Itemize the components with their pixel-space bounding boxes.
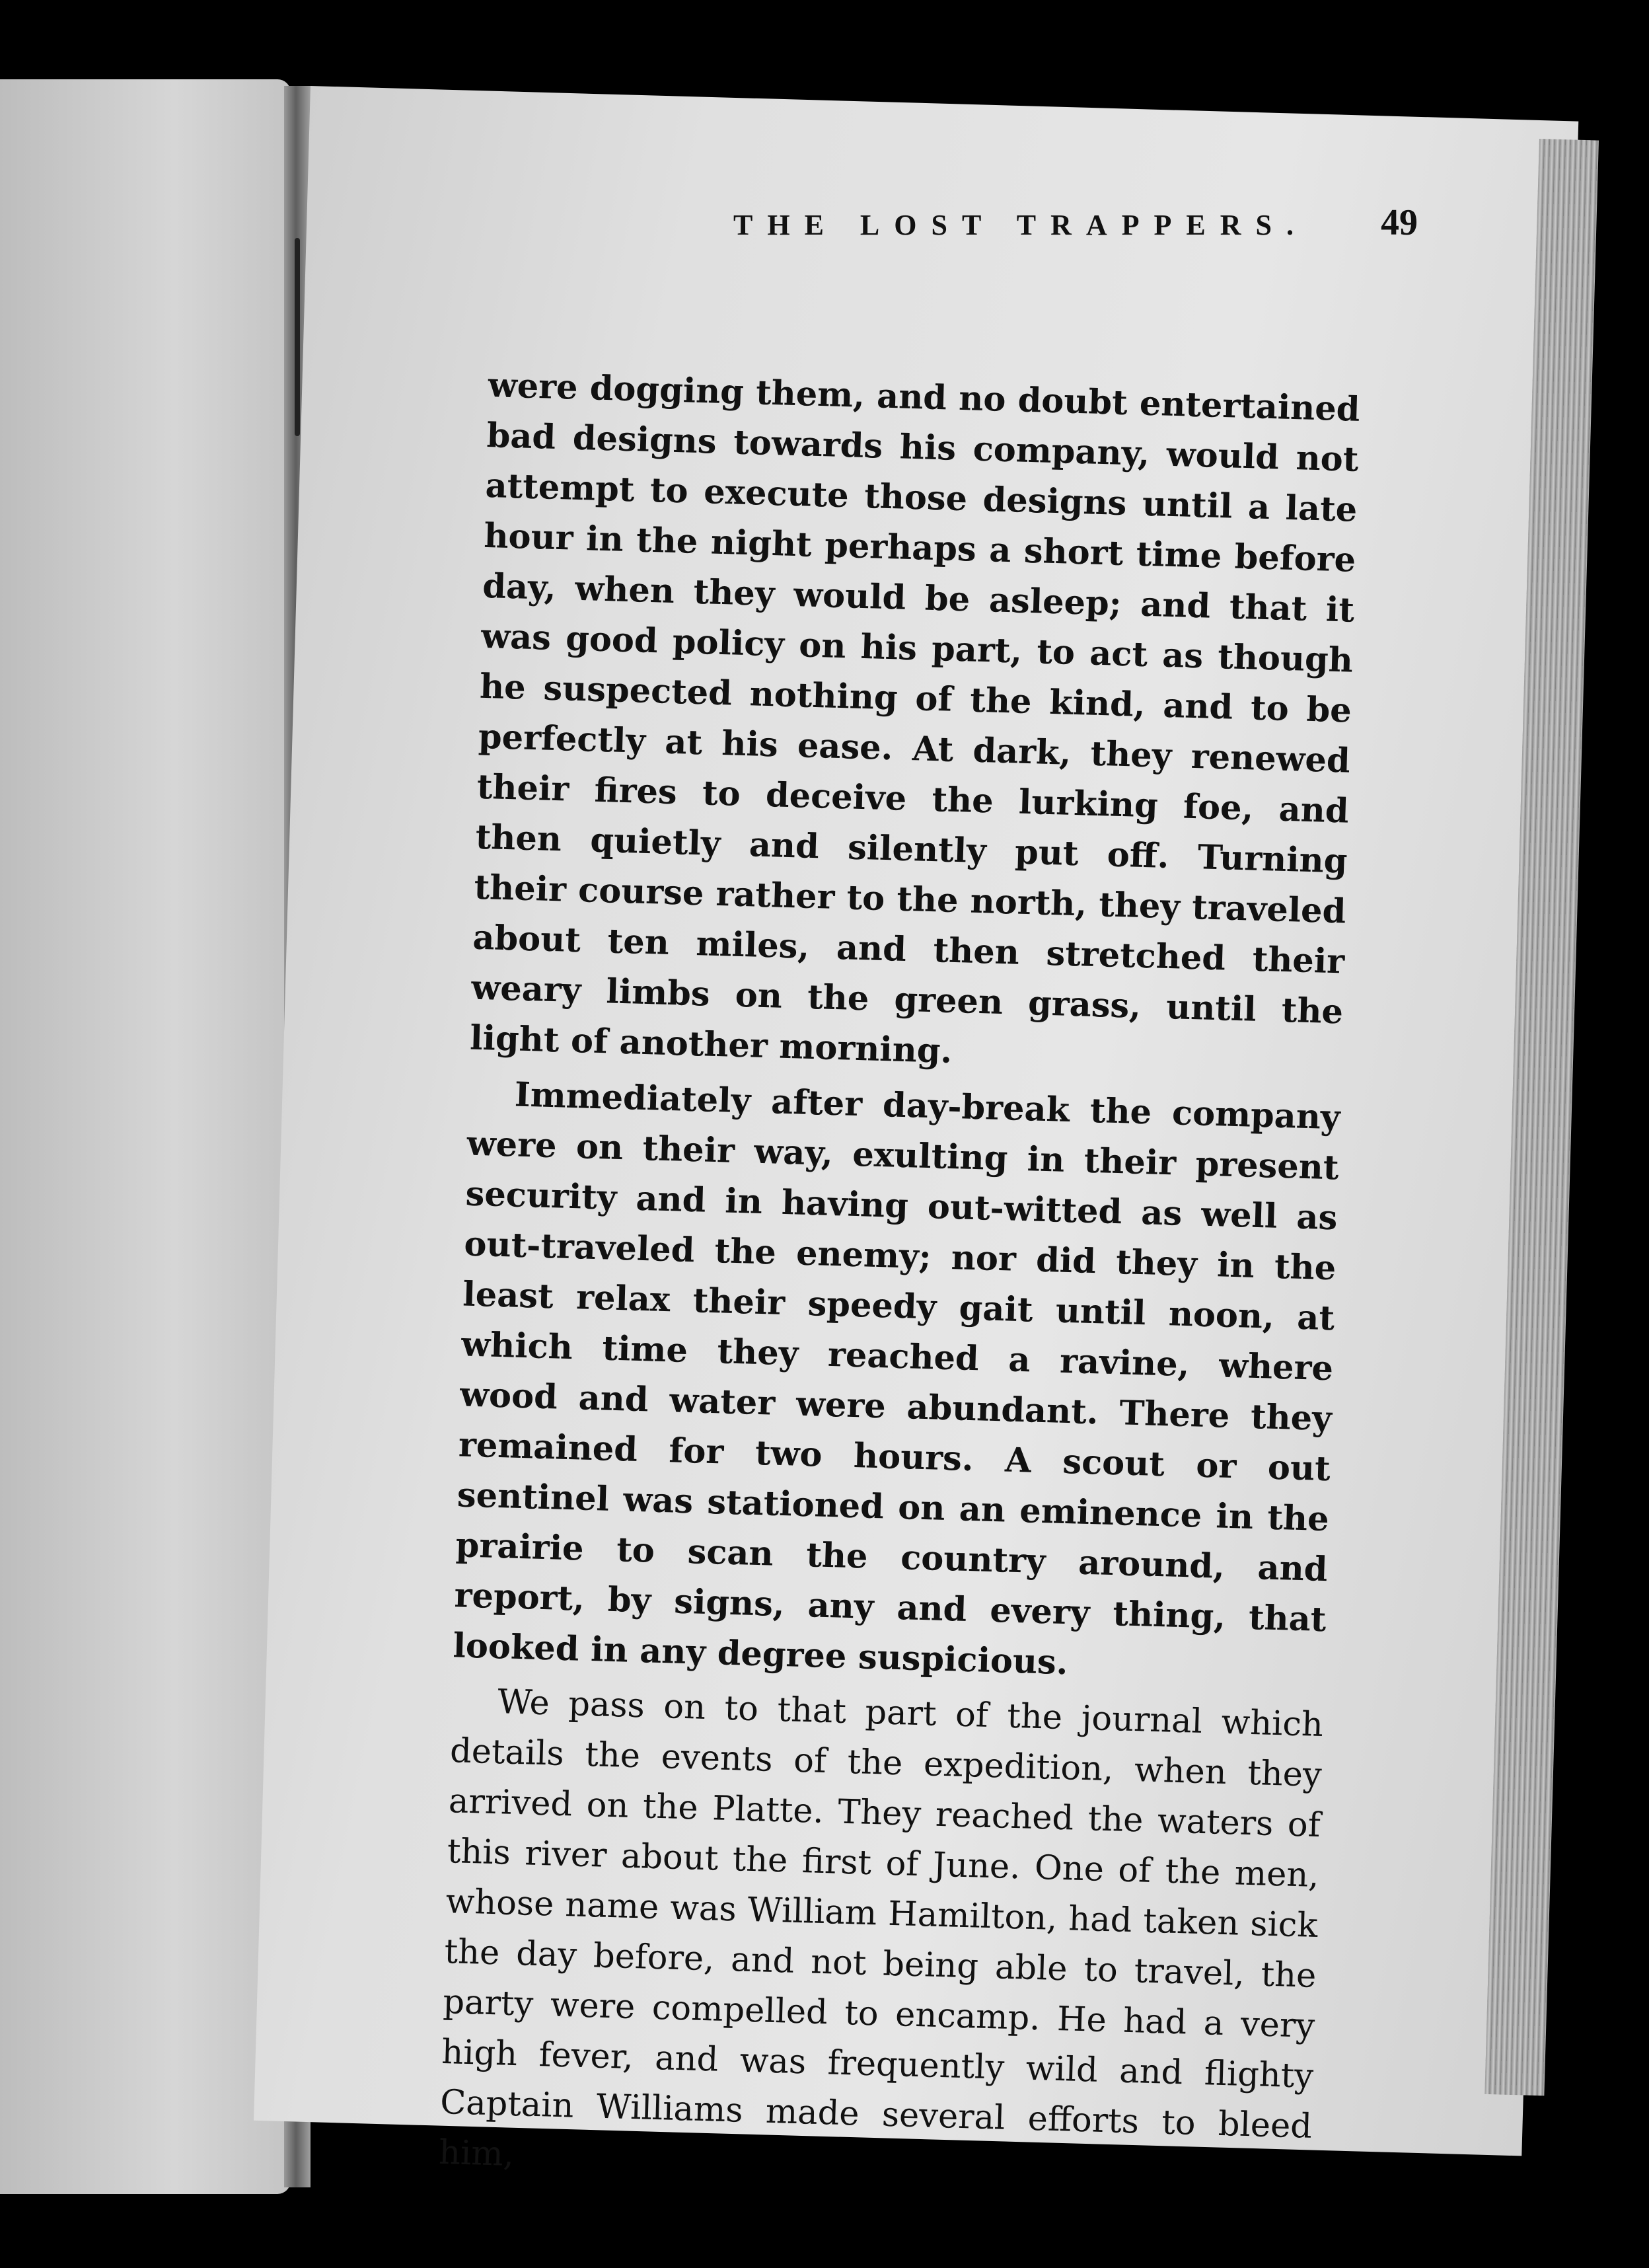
running-title: THE LOST TRAPPERS. (733, 209, 1308, 241)
left-page (0, 79, 291, 2194)
paragraph: Immediately after day-break the company were on their way, exulting in their present security and in having out-witted as well as out-traveled the enemy; nor did they in the least relax their speedy gait until noon, at which time they reached a ravine, where wood and water were abundant. There they remained for two hours. A scout or out sentinel was stationed on an eminence in the prairie to scan the country around, and report, by signs, any and every thing, that looked in any degree suspicious. (452, 1075, 1341, 1683)
body-text (438, 360, 1361, 2208)
page-number: 49 (1381, 202, 1418, 243)
binding-stitch (295, 238, 300, 436)
paragraph: We pass on to that part of the journal which details the events of the expedition, when they arrived on the Platte. They reached the waters of this river about the first of June. One of the men, whose name was William Hamilton, had taken sick the day before, and not being able to travel, the party were compelled to encamp. He had a very high fever, and was frequently wild and flighty Captain Williams made several efforts to bleed him, (438, 1682, 1324, 2175)
paragraph: were dogging them, and no doubt entertained bad designs towards his company, would not attempt to execute those designs until a late hour in the night perhaps a short time before day, when they would be asleep; and that it was good policy on his part, to act as though he suspected nothing of the kind, and to be perfectly at his ease. At dark, they renewed their fires to deceive the lurking foe, and then quietly and silently put off. Turning their course rather to the north, they traveled about ten miles, and then stretched their weary limbs on the green grass, until the light of another morning. (469, 365, 1361, 1071)
